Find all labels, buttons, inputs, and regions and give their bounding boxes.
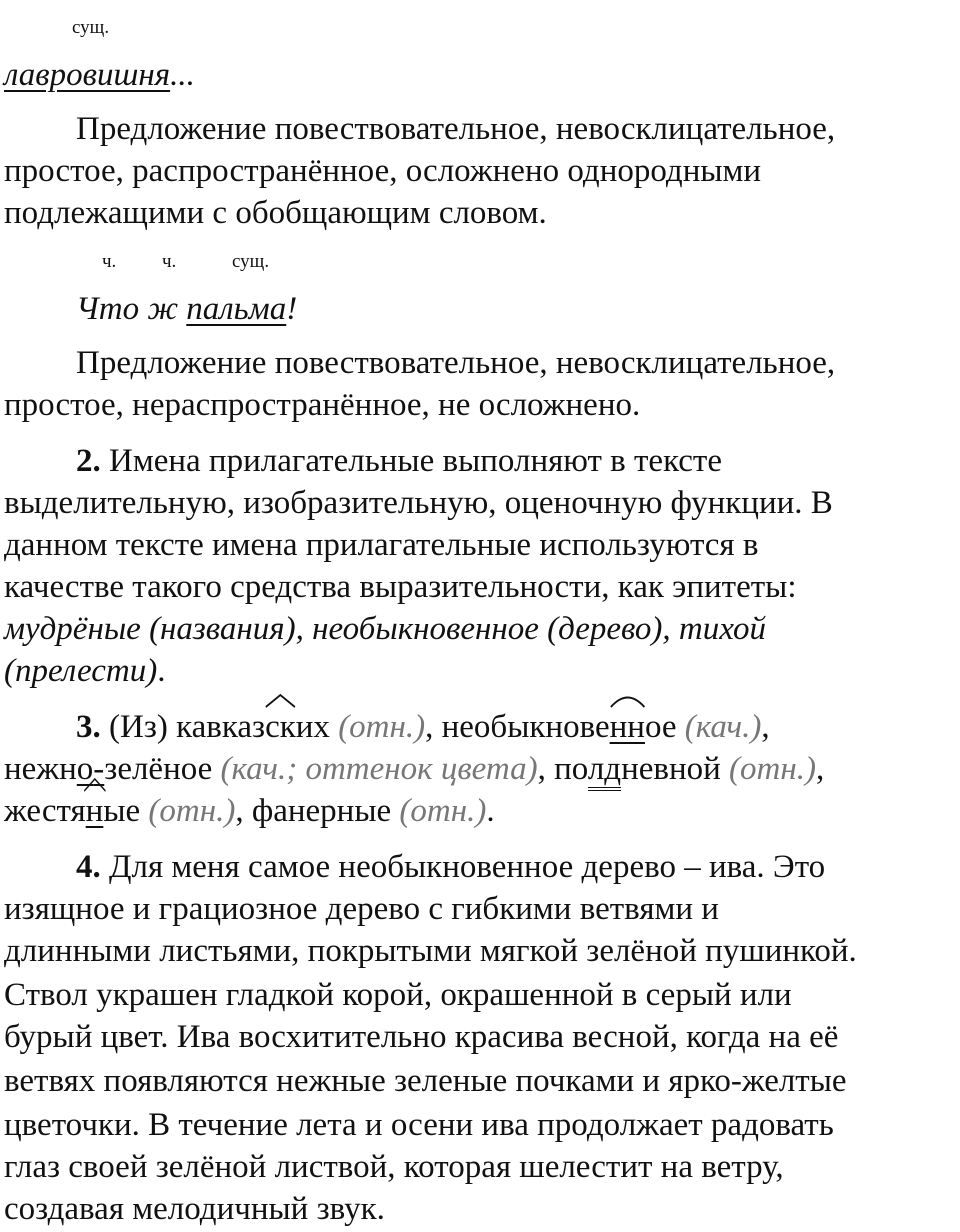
subject-word: лавровишня (4, 57, 171, 93)
task-4-line-4: Ствол украшен гладкой корой, окрашенной в серый или (4, 977, 792, 1013)
double-underline-mark: лд (588, 751, 621, 791)
category-note: (кач.) (684, 709, 762, 745)
suffix-mark: ск (265, 706, 296, 748)
task-4-line-7: цветочки. В течение лета и осени ива продолжает радовать (4, 1107, 834, 1143)
task-2-line-5: мудрёные (названия), необыкновенное (дерево), тихой (4, 611, 767, 647)
task-4-line-2: изящное и грациозное дерево с гибкими ветвями и (4, 891, 719, 927)
task-4-line-6: ветвях появляются нежные зеленые почками и ярко-желтые (4, 1063, 847, 1099)
task-number: 2. (76, 443, 101, 479)
task-4-line-3: длинными листьями, покрытыми мягкой зелёной пушинкой. (4, 933, 857, 969)
task-4-line-8: глаз своей зелёной листвой, которая шелестит на ветру, (4, 1149, 784, 1185)
paragraph-2-line-2: простое, нераспространённое, не осложнено. (4, 387, 641, 423)
task-2-line-1: 2. Имена прилагательные выполняют в тексте (76, 443, 722, 479)
suffix-mark: нн (610, 706, 645, 748)
task-number: 4. (76, 849, 101, 885)
task-2-line-3: данном тексте имена прилагательные используются в (4, 527, 759, 563)
paragraph-1-line-1: Предложение повествовательное, невосклицательное, (76, 111, 836, 147)
sentence-2-line: Что ж пальма! (76, 291, 298, 327)
annotation-particle-2: ч. (162, 251, 177, 272)
task-3-line-1: 3. (Из) кавказ ских (отн.), необыкнове нное (кач.), (76, 706, 770, 748)
category-note: (отн.) (399, 793, 487, 829)
category-note: (отн.) (338, 709, 426, 745)
category-note: (кач.; оттенок цвета) (220, 751, 538, 787)
category-note: (отн.) (148, 793, 236, 829)
paragraph-2-line-1: Предложение повествовательное, невосклицательное, (76, 345, 836, 381)
task-2-line-2: выделительную, изобразительную, оценочную функции. В (4, 485, 833, 521)
paragraph-1-line-3: подлежащими с обобщающим словом. (4, 195, 547, 231)
task-number: 3. (76, 709, 101, 745)
suffix-mark: н (86, 790, 104, 832)
category-note: (отн.) (729, 751, 816, 787)
task-3-line-2: нежно-зелёное (кач.; оттенок цвета), полдневной (отн.), (4, 748, 824, 790)
task-4-line-9: создавая мелодичный звук. (4, 1191, 385, 1227)
subject-word: пальма (186, 291, 287, 327)
task-2-line-6: (прелести). (4, 653, 166, 689)
task-3-line-3: жестя ные (отн.), фанерные (отн.). (4, 790, 495, 832)
task-4-line-5: бурый цвет. Ива восхитительно красива весной, когда на её (4, 1019, 839, 1055)
annotation-particle-1: ч. (102, 251, 117, 272)
annotation-noun: сущ. (232, 251, 270, 272)
task-2-line-4: качестве такого средства выразительности, как эпитеты: (4, 569, 797, 605)
part-of-speech-annotation: сущ. (72, 17, 110, 38)
task-4-line-1: 4. Для меня самое необыкновенное дерево – ива. Это (76, 849, 826, 885)
parsed-word-line: лавровишня... (4, 57, 195, 93)
paragraph-1-line-2: простое, распространённое, осложнено однородными (4, 153, 762, 189)
